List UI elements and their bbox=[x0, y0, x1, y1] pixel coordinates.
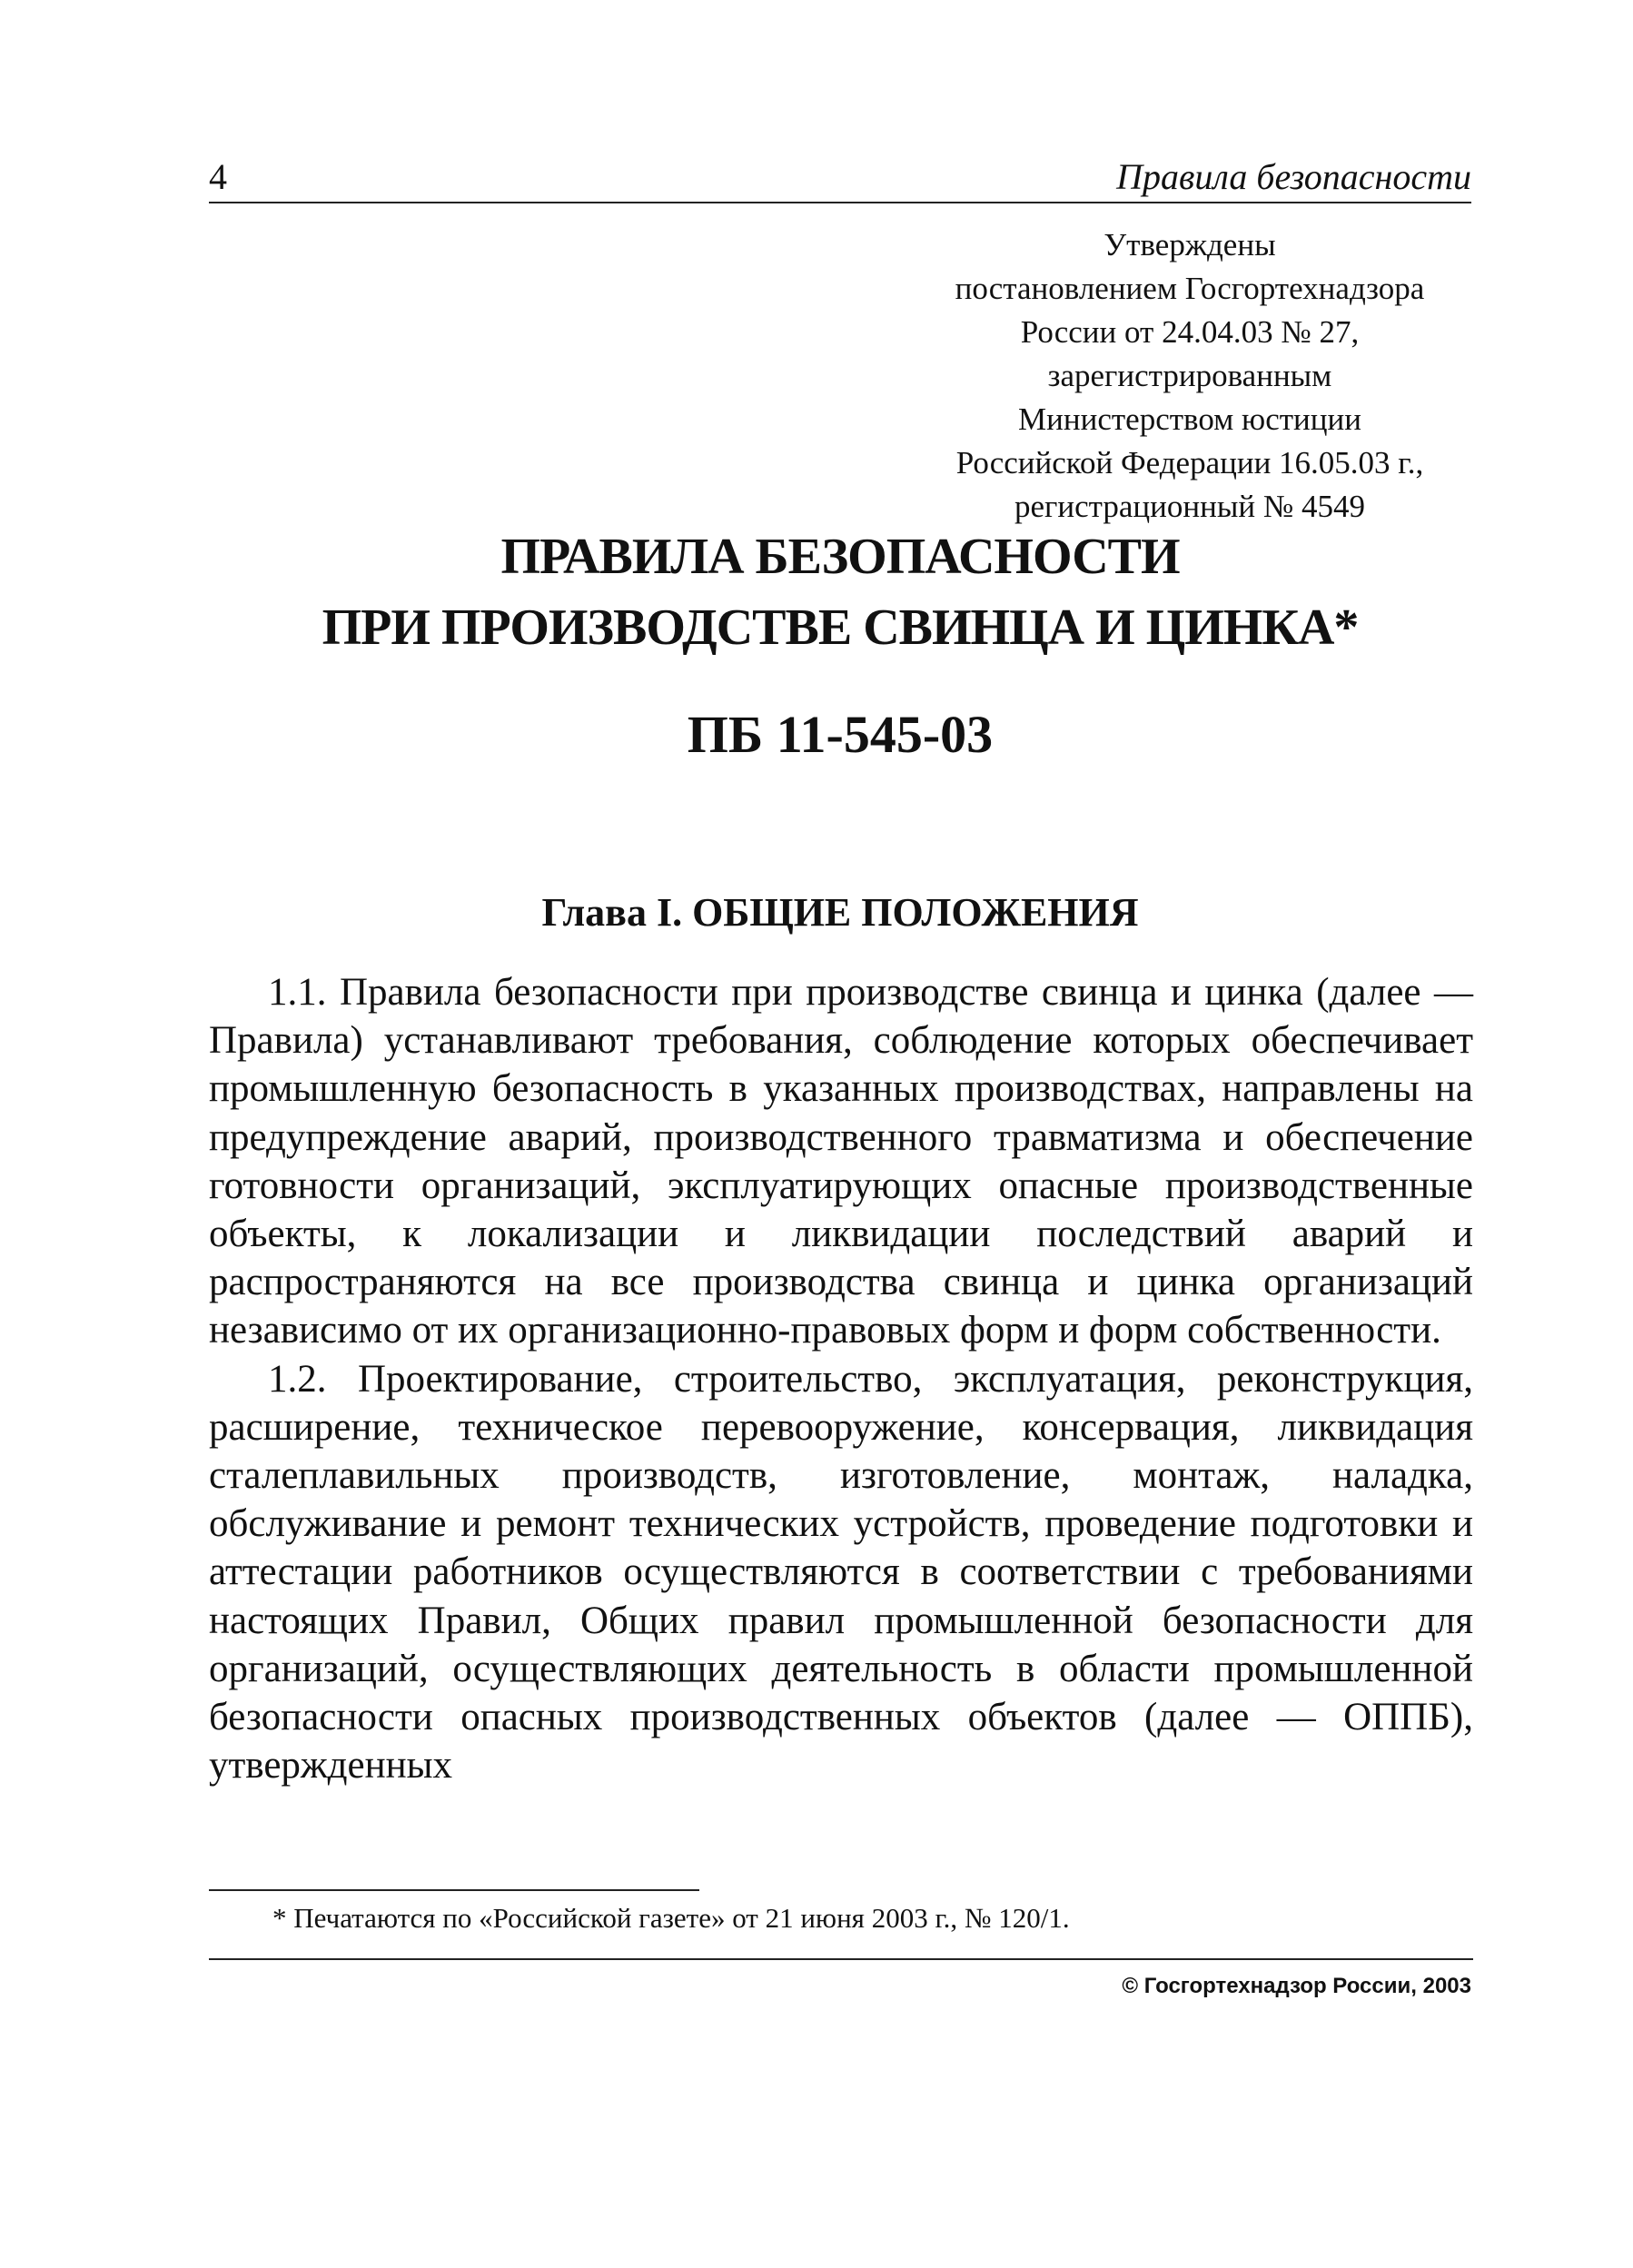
approval-line: зарегистрированным bbox=[1047, 358, 1332, 393]
copyright-notice: © Госгортехнадзор России, 2003 bbox=[1122, 1974, 1471, 1998]
document-title bbox=[209, 521, 1471, 663]
footnote: * Печатаются по «Российской газете» от 21 июня 2003 г., № 120/1. bbox=[272, 1902, 1070, 1934]
document-title-line2: ПРИ ПРОИЗВОДСТВЕ СВИНЦА И ЦИНКА* bbox=[322, 599, 1359, 656]
approval-line: Утверждены bbox=[1104, 227, 1276, 262]
running-title: Правила безопасности bbox=[1116, 156, 1471, 197]
approval-line: регистрационный № 4549 bbox=[1014, 489, 1365, 524]
approval-line: Министерством юстиции bbox=[1018, 401, 1361, 437]
document-title-line1: ПРАВИЛА БЕЗОПАСНОСТИ bbox=[500, 529, 1180, 585]
footnote-divider bbox=[209, 1889, 699, 1891]
paragraph-1-2: 1.2. Проектирование, строительство, эксплуатация, реконструкция, расширение, техническое перевооружение, консервация, ликвидация сталеплавильных производств, изготовление, монтаж, наладка, обслуживание и ремонт технических устройств, проведение подготовки и аттестации работников осуществляются в соответствии с требованиями настоящих Правил, Общих правил промышленной безопасности для организаций, осуществляющих деятельность в области промышленной безопасности опасных производственных объектов (далее — ОППБ), утвержденных bbox=[209, 1357, 1473, 1788]
approval-block bbox=[908, 223, 1471, 529]
body-text bbox=[209, 968, 1473, 1789]
approval-line: Российской Федерации 16.05.03 г., bbox=[955, 445, 1424, 480]
chapter-heading: Глава I. ОБЩИЕ ПОЛОЖЕНИЯ bbox=[541, 890, 1139, 935]
paragraph-1-1: 1.1. Правила безопасности при производстве свинца и цинка (далее — Правила) устанавливают требования, соблюдение которых обеспечивает промышленную безопасность в указанных производствах, направлены на предупреждение аварий, производственного травматизма и обеспечение готовности организаций, эксплуатирующих опасные производственные объекты, к локализации и ликвидации последствий аварий и распространяются на все производства свинца и цинка организаций независимо от их организационно-правовых форм и форм собственности. bbox=[209, 971, 1473, 1352]
page-number: 4 bbox=[209, 156, 227, 197]
document-code: ПБ 11-545-03 bbox=[687, 705, 994, 764]
approval-line: России от 24.04.03 № 27, bbox=[1020, 314, 1360, 350]
running-header bbox=[209, 153, 1471, 203]
approval-line: постановлением Госгортехнадзора bbox=[955, 271, 1425, 306]
bottom-divider bbox=[209, 1958, 1473, 1960]
